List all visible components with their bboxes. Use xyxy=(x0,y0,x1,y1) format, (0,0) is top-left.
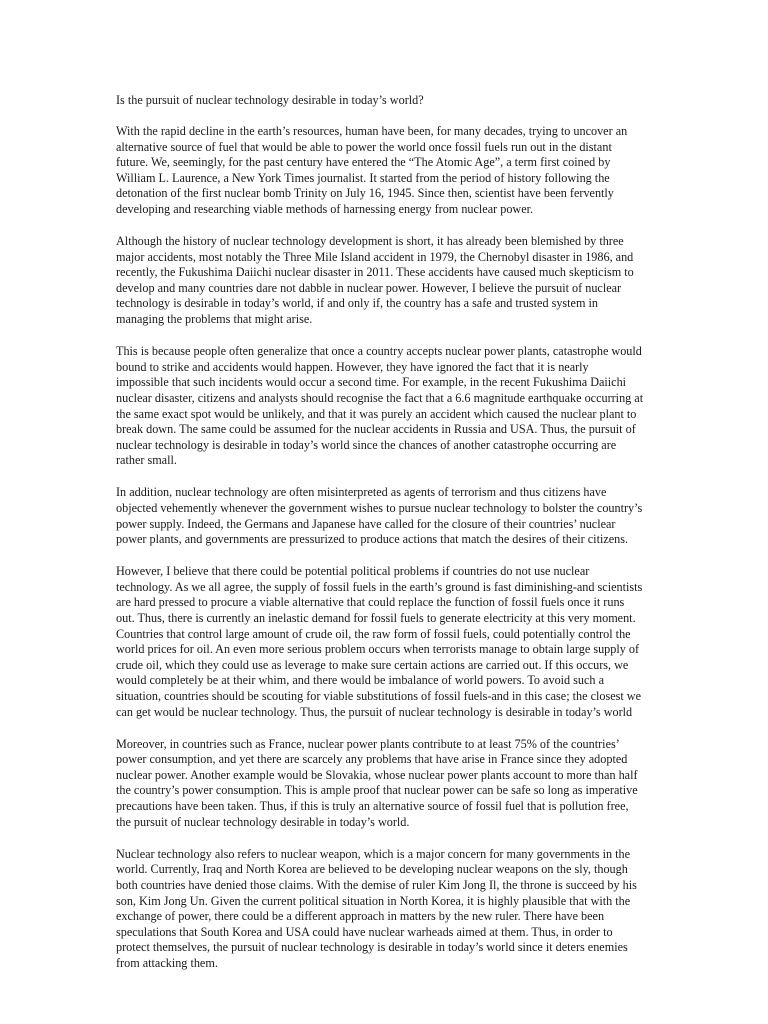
paragraph-3: This is because people often generalize that once a country accepts nuclear power plants, catastrophe would bound to strike and accidents would happen. However, they have ignored the fact that it is nearly impossible that such incidents would occur a second time. For example, in the recent Fukushima Daiichi nuclear disaster, citizens and analysts should recognise the fact that a 6.6 magnitude earthquake occurring at the same exact spot would be unlikely, and that it was purely an accident which caused the nuclear plant to break down. The same could be assumed for the nuclear accidents in Russia and USA. Thus, the pursuit of nuclear technology is desirable in today’s world since the chances of another catastrophe occurring are rather small. xyxy=(116,344,644,468)
paragraph-4: In addition, nuclear technology are often misinterpreted as agents of terrorism and thus citizens have objected vehemently whenever the government wishes to pursue nuclear technology to bolster the country’s power supply. Indeed, the Germans and Japanese have called for the closure of their countries’ nuclear power plants, and governments are pressurized to produce actions that match the desires of their citizens. xyxy=(116,485,643,547)
paragraph-7: Nuclear technology also refers to nuclear weapon, which is a major concern for many governments in the world. Currently, Iraq and North Korea are believed to be developing nuclear weapons on the sly, though both countries have denied those claims. With the demise of ruler Kim Jong Il, the throne is succeed by his son, Kim Jong Un. Given the current political situation in North Korea, it is highly plausible that with the exchange of power, there could be a different approach in matters by the new ruler. There have been speculations that South Korea and USA could have nuclear warheads aimed at them. Thus, in order to protect themselves, the pursuit of nuclear technology is desirable in today’s world since it deters enemies from attacking them. xyxy=(116,846,637,970)
document-title: Is the pursuit of nuclear technology desirable in today’s world? xyxy=(116,93,424,107)
paragraph-1: With the rapid decline in the earth’s resources, human have been, for many decades, trying to uncover an alternative source of fuel that would be able to power the world once fossil fuels run out in the distant future. We, seemingly, for the past century have entered the “The Atomic Age”, a term first coined by William L. Laurence, a New York Times journalist. It started from the period of history following the detonation of the first nuclear bomb Trinity on July 16, 1945. Since then, scientist have been fervently developing and researching viable methods of harnessing energy from nuclear power. xyxy=(116,124,628,216)
document-body xyxy=(116,92,644,988)
paragraph-6: Moreover, in countries such as France, nuclear power plants contribute to at least 75% of the countries’ power consumption, and yet there are scarcely any problems that have arise in France since they adopted nuclear power. Another example would be Slovakia, whose nuclear power plants account to more than half the country’s power consumption. This is ample proof that nuclear power can be safe so long as imperative precautions have been taken. Thus, if this is truly an alternative source of fossil fuel that is pollution free, the pursuit of nuclear technology desirable in today’s world. xyxy=(116,736,638,829)
paragraph-5: However, I believe that there could be potential political problems if countries do not use nuclear technology. As we all agree, the supply of fossil fuels in the earth’s ground is fast diminishing-and scientists are hard pressed to procure a viable alternative that could replace the function of fossil fuels once it runs out. Thus, there is currently an inelastic demand for fossil fuels to generate electricity at this very moment. Countries that control large amount of crude oil, the raw form of fossil fuels, could potentially control the world prices for oil. An even more serious problem occurs when terrorists manage to obtain large supply of crude oil, which they could use as leverage to make sure certain actions are carried out. If this occurs, we would completely be at their whim, and there would be imbalance of world powers. To avoid such a situation, countries should be scouting for viable substitutions of fossil fuels-and in this case; the closest we can get would be nuclear technology. Thus, the pursuit of nuclear technology is desirable in today’s world xyxy=(116,564,643,719)
paragraph-2: Although the history of nuclear technology development is short, it has already been blemished by three major accidents, most notably the Three Mile Island accident in 1979, the Chernobyl disaster in 1986, and recently, the Fukushima Daiichi nuclear disaster in 2011. These accidents have caused much skepticism to develop and many countries dare not dabble in nuclear power. However, I believe the pursuit of nuclear technology is desirable in today’s world, if and only if, the country has a safe and trusted system in managing the problems that might arise. xyxy=(116,234,634,327)
